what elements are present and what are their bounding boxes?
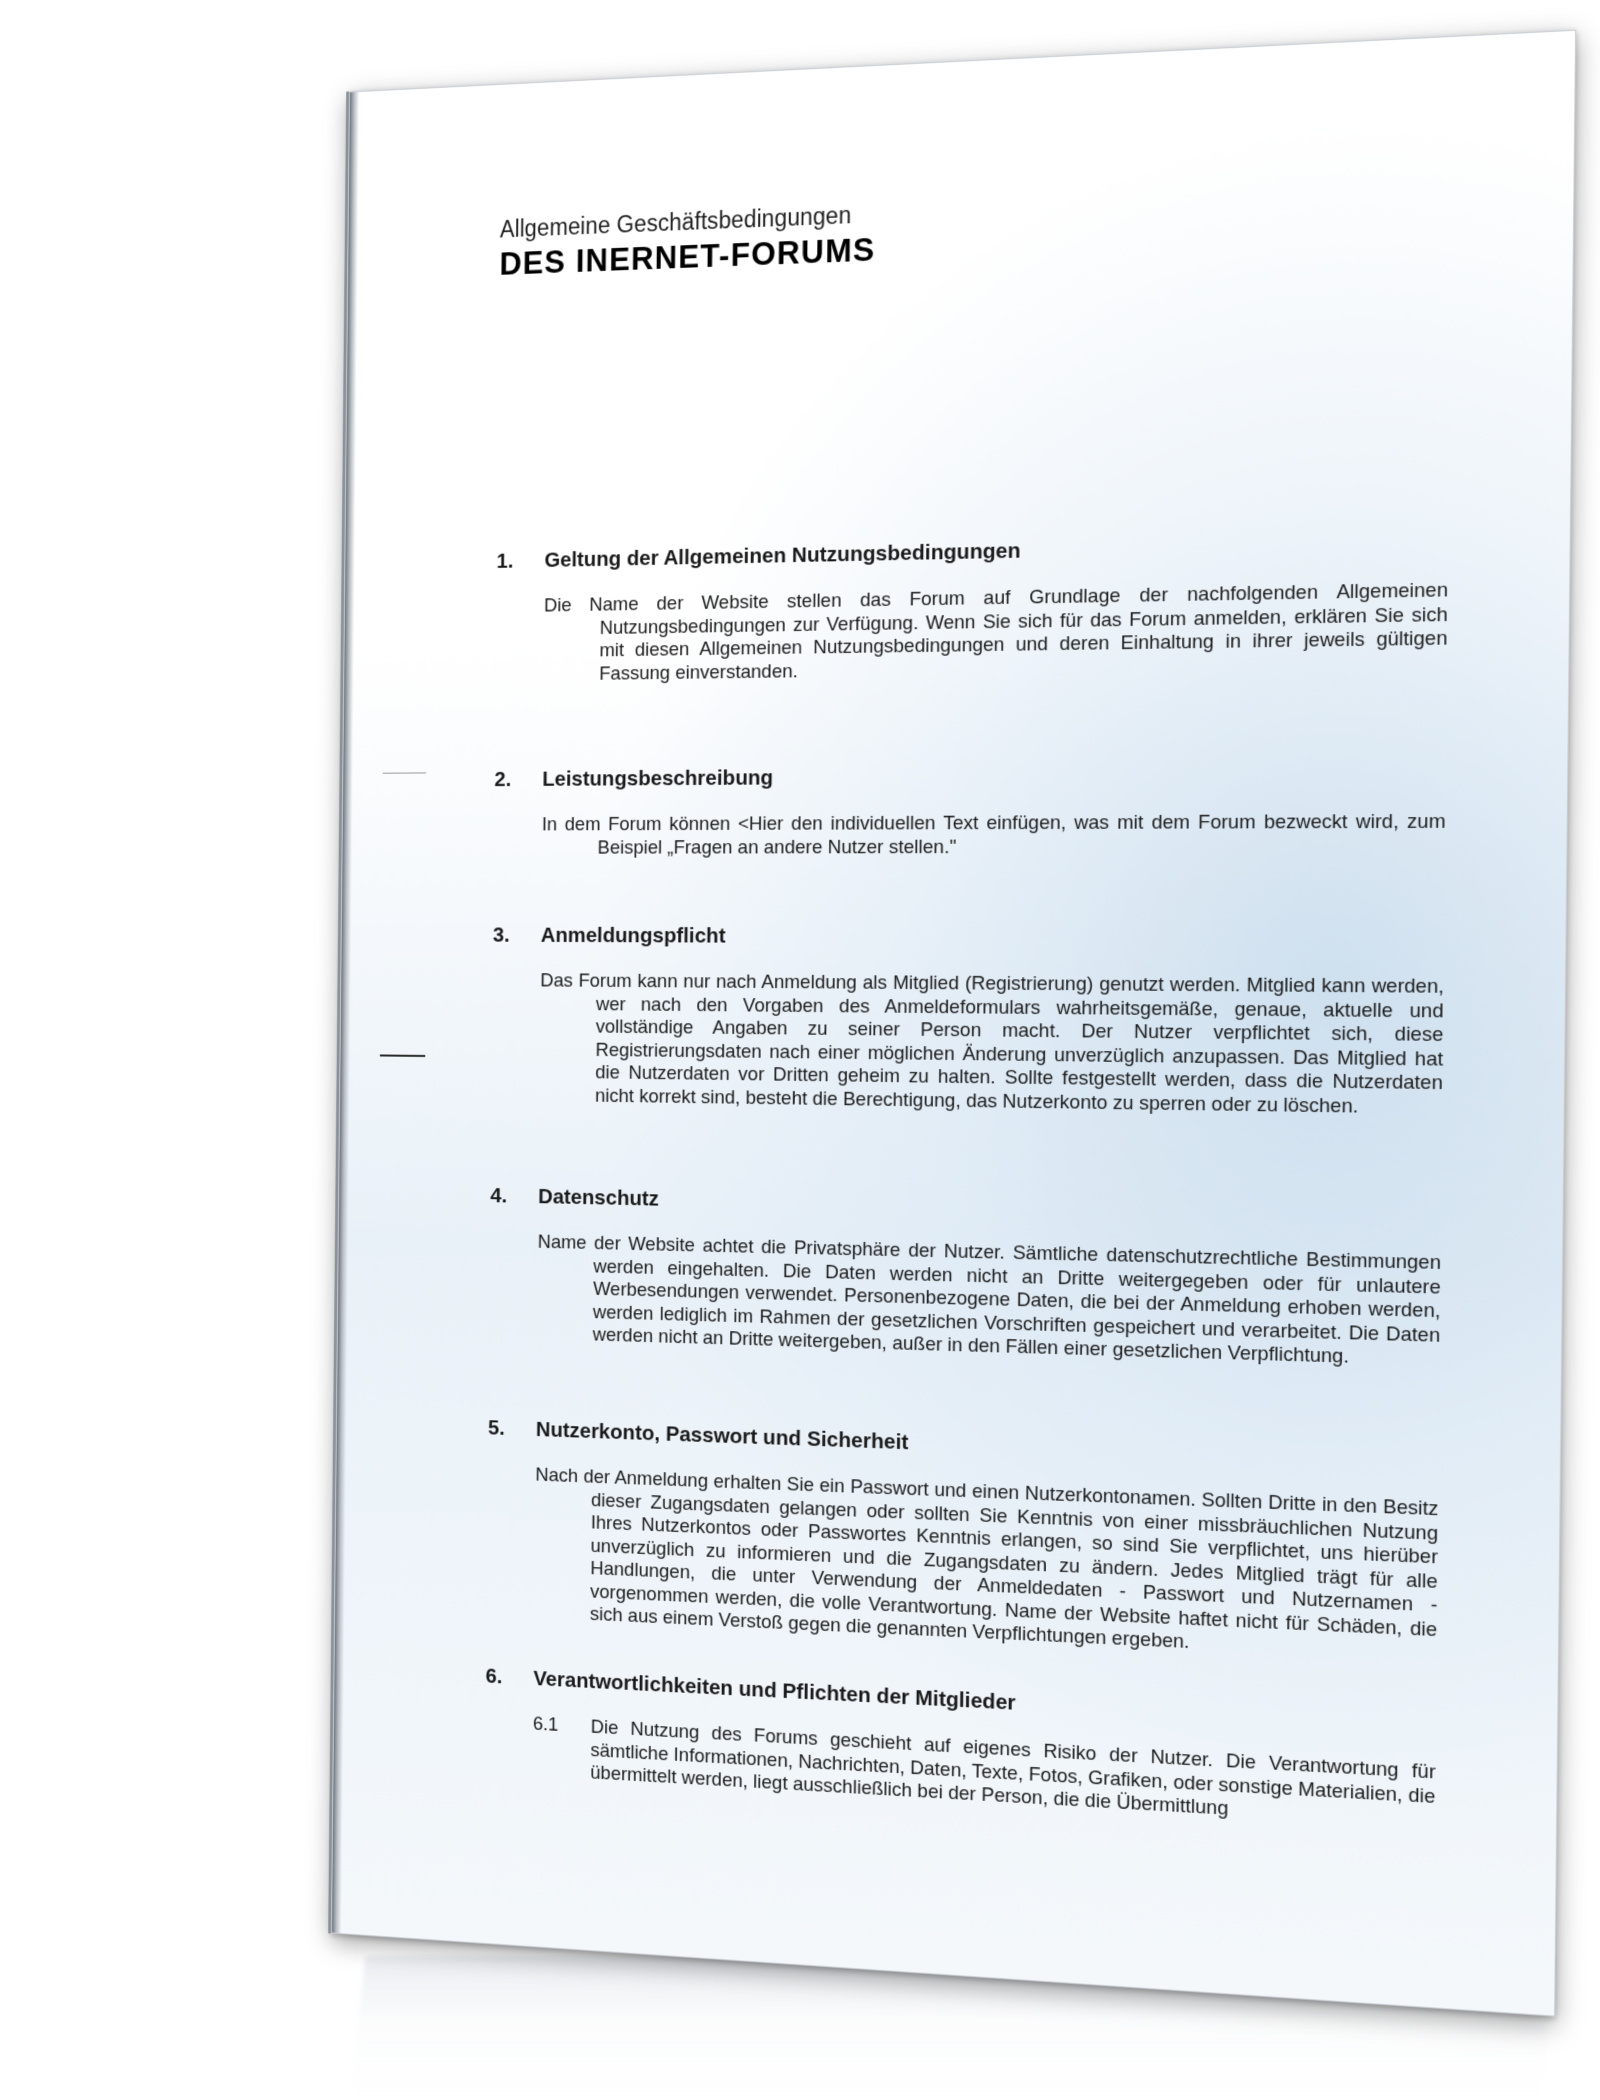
section-heading [490, 1184, 1441, 1228]
section-body: Das Forum kann nur nach Anmeldung als Mitglied (Registrierung) genutzt werden. Mitglied kann werden, wer nach den Vorgaben des Anmeldeformulars wahrheitsgemäße, genaue, aktuelle und vollständige Angaben zu seiner Person macht. Der Nutzer verpflichtet sich, diese Registrierungsdaten nach einer möglichen Änderung unverzüglich anzupassen. Das Mitglied hat die Nutzerdaten vor Dritten geheim zu halten. Sollte festgestellt werden, dass die Nutzerdaten nicht korrekt sind, besteht die Berechtigung, das Nutzerkonto zu sperren oder zu löschen. [540, 970, 1444, 1118]
document-page [331, 30, 1576, 2017]
page-edge-shadow [332, 92, 359, 1933]
subsection-text: Die Nutzung des Forums geschieht auf eigenes Risiko der Nutzer. Die Verantwortung für sämtliche Informationen, Nachrichten, Daten, Texte, Fotos, Grafiken, oder sonstige Materialien, die übermittelt werden, liegt ausschließlich bei der Person, die die Übermittlung [590, 1716, 1436, 1821]
section-number: 6. [485, 1664, 503, 1689]
document-subtitle: Allgemeine Geschäftsbedingungen [499, 201, 852, 243]
section-number: 4. [490, 1183, 508, 1208]
section-number: 5. [487, 1416, 505, 1440]
section-heading [493, 923, 1445, 952]
section-title: Nutzerkonto, Passwort und Sicherheit [535, 1417, 909, 1455]
section-number: 1. [496, 549, 514, 573]
section-body: Name der Website achtet die Privatsphäre der Nutzer. Sämtliche datenschutzrechtliche Bestimmungen werden eingehalten. Die Daten werden nicht an Dritte weitergegeben oder für unlautere Werbesendungen verwendet. Personenbezogene Daten, die bei der Anmeldung erhoben werden, werden lediglich im Rahmen der gesetzlichen Vorschriften gespeichert und verarbeitet. Die Daten werden nicht an Dritte weitergeben, außer in den Fällen einer gesetzlichen Verpflichtung. [537, 1231, 1442, 1368]
section-heading [488, 1416, 1439, 1474]
subsection [532, 1713, 1435, 1833]
section-verantwortlichkeiten [485, 1664, 1437, 1833]
section-title: Leistungsbeschreibung [542, 766, 774, 791]
section-title: Verantwortlichkeiten und Pflichten der Mitglieder [533, 1666, 1016, 1715]
section-leistungsbeschreibung [494, 761, 1447, 859]
section-body: Nach der Anmeldung erhalten Sie ein Passwort und einen Nutzerkontonamen. Sollten Dritte in den Besitz dieser Zugangsdaten gelangen oder sollten Sie Kenntnis von einer missbräuchlichen Nutzung Ihres Nutzerkontos oder Passwortes Kenntnis erlangen, so sind Sie verpflichtet, uns hierüber unverzüglich zu informieren und die Zugangsdaten zu ändern. Jedes Mitglied trägt für alle Handlungen, die unter Verwendung der Anmeldedaten - Passwort und Nutzernamen - vorgenommen werden, die volle Verantwortung. Name der Website haftet nicht für Schäden, die sich aus einem Verstoß gegen die genannten Verpflichtungen ergeben. [535, 1464, 1439, 1654]
section-title: Geltung der Allgemeinen Nutzungsbedingungen [544, 538, 1021, 573]
section-title: Anmeldungspflicht [540, 923, 726, 948]
section-heading [494, 761, 1446, 792]
document-title: DES INERNET-FORUMS [499, 230, 876, 282]
section-nutzerkonto [486, 1416, 1439, 1666]
section-anmeldungspflicht [491, 923, 1444, 1120]
punch-mark [380, 1054, 425, 1057]
section-number: 3. [492, 923, 510, 947]
document-sheet-wrapper [331, 30, 1574, 2015]
section-body: Die Name der Website stellen das Forum auf Grundlage der nachfolgenden Allgemeinen Nutzungsbedingungen zur Verfügung. Wenn Sie sich für das Forum anmelden, erklären Sie sich mit diesen Allgemeinen Nutzungsbedingungen und deren Einhaltung in ihrer jeweils gültigen Fassung einverstanden. [543, 579, 1449, 685]
fold-mark [383, 772, 426, 773]
section-number: 2. [494, 767, 512, 792]
section-geltung [495, 530, 1448, 687]
section-title: Datenschutz [538, 1184, 660, 1211]
subsection-number: 6.1 [532, 1713, 559, 1736]
section-heading [497, 530, 1449, 574]
section-datenschutz [489, 1184, 1442, 1372]
document-header [499, 200, 876, 282]
section-body: In dem Forum können <Hier den individuellen Text einfügen, was mit dem Forum bezweckt wird, zum Beispiel „Fragen an andere Nutzer stellen." [541, 810, 1446, 859]
